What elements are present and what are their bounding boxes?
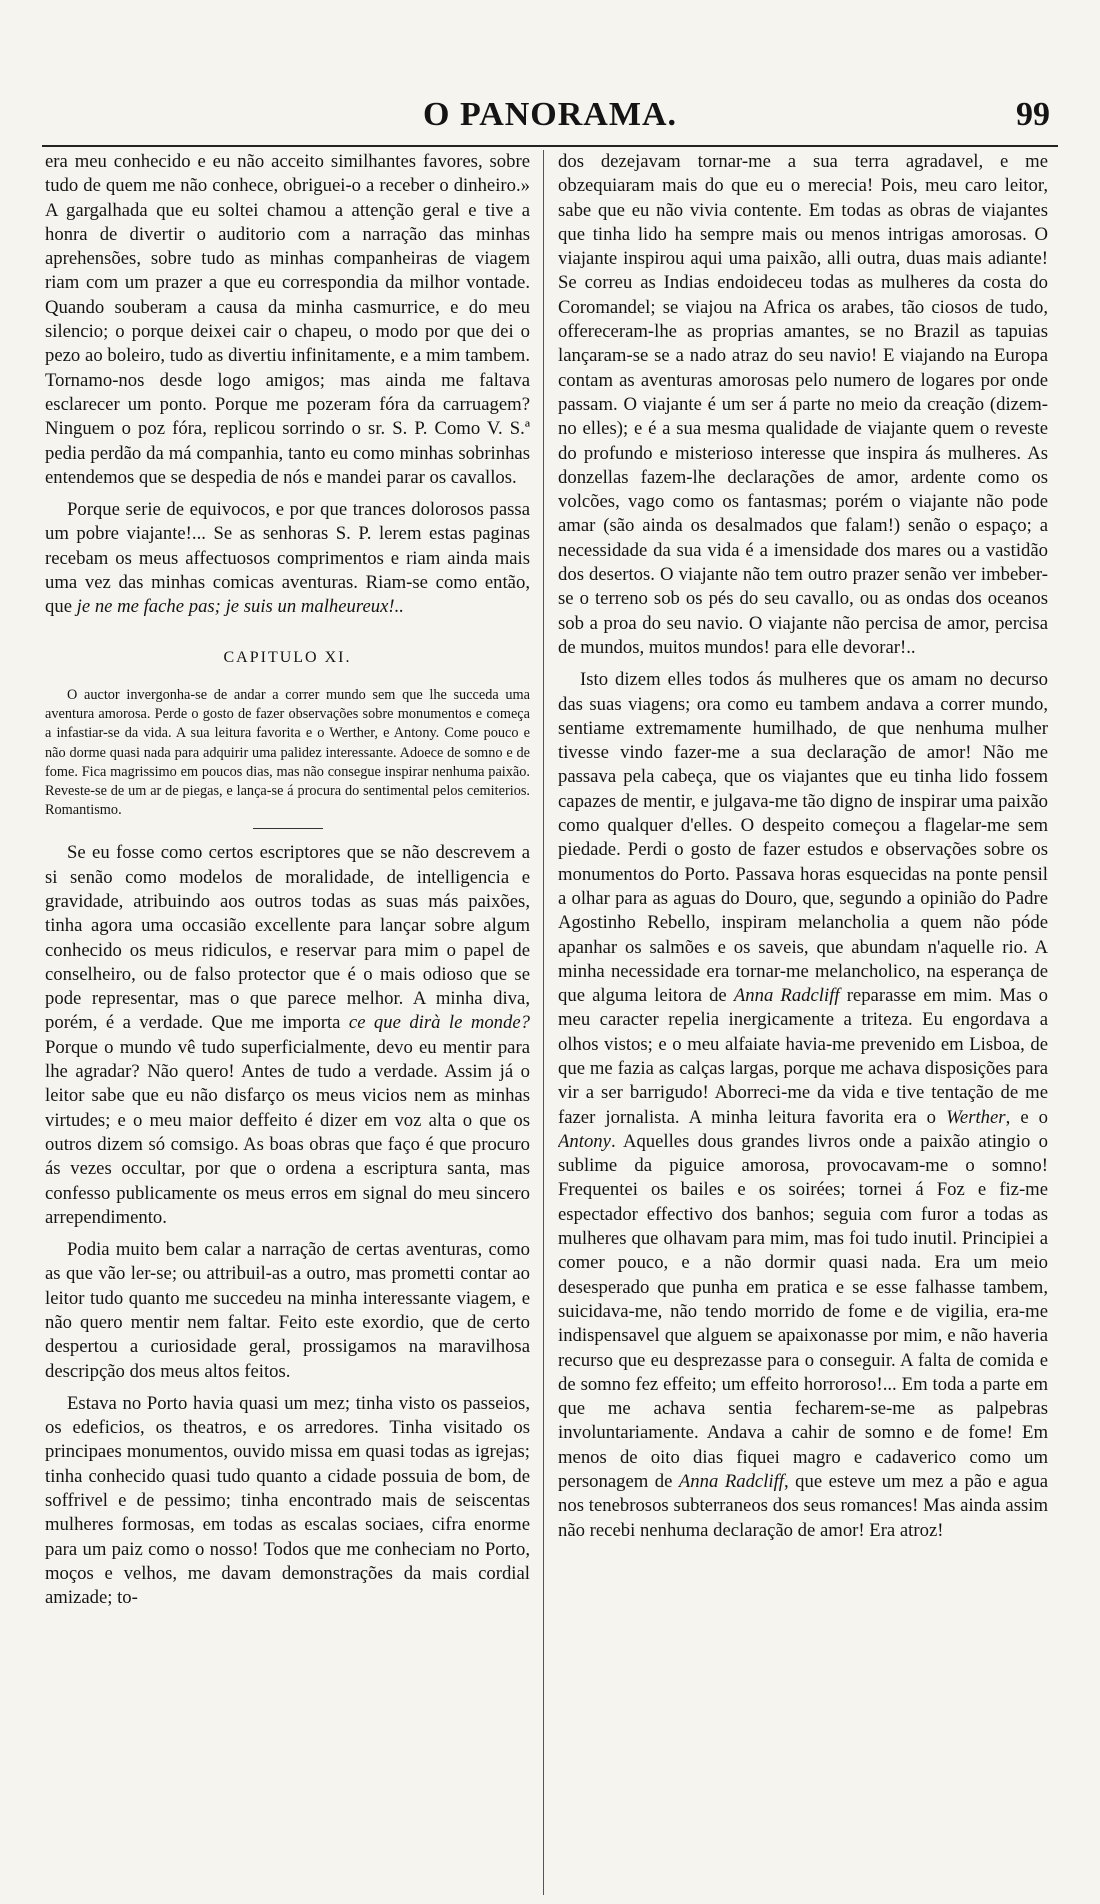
italic-text: Werther [946,1106,1006,1128]
italic-text: je ne me fache pas; je suis un malheureux!.. [76,596,404,618]
paragraph: Estava no Porto havia quasi um mez; tinha visto os passeios, os edeficios, os theatros, e os arredores. Tinha visitado os principaes monumentos, ouvido missa em quasi todas as igrejas; tinha conhecido quasi tudo quanto a cidade possuia de bom, de soffrivel e de pessimo; tinha encontrado mais de seiscentas mulheres formosas, em todas as escalas sociaes, cifra enorme para um paiz como o nosso! Todos que me conheciam no Porto, moços e velhos, me davam demonstrações da mais cordial amizade; to- [45,1392,530,1609]
paragraph [45,498,530,619]
text-run: Porque serie de equivocos, e por que trances dolorosos passa um pobre viajante!... Se as senhoras S. P. lerem estas paginas recebam os meus affectuosos comprimentos e riam ainda mais uma vez das minhas comicas aventuras. Riam-se como então, que [45,499,530,618]
chapter-summary: O auctor invergonha-se de andar a correr mundo sem que lhe succeda uma aventura amorosa. Perde o gosto de fazer observações sobre monumentos e começa a infastiar-se da vida. A sua leitura favorita e o Werther, e Antony. Come pouco e não dorme quasi nada para adquirir uma palidez interessante. Adoece de somno e de fome. Fica magrissimo em poucos dias, mas não consegue inspirar nenhuma paixão. Reveste-se de um ar de piegas, e lança-se á procura do sentimental pelos cemiterios. Romantismo. [45,686,530,819]
page-header [40,96,1060,136]
text-run: reparasse em mim. Mas o meu caracter repelia inergicamente a triteza. Eu engordava a olhos vistos; e o meu alfaiate havia-me prevenido em Lisboa, de que me fazia as calças largas, porque me achava disposições para vir a ser barrigudo! Aborreci-me da vida e tive tentação de me fazer jornalista. A minha leitura favorita era o [558,985,1048,1128]
italic-text: ce que dirà le monde? [348,1012,530,1034]
summary-divider [253,828,323,829]
header-rule [42,145,1058,147]
column-separator [543,150,544,1895]
text-run: . Aquelles dous grandes livros onde a paixão atingio o sublime da piguice amorosa, provocavam-me o somno! Frequentei os bailes e os soirées; tornei á Foz e fiz-me espectador effectivo dos banhos; seguia com furor a todas as mulheres que olhavam para mim, mas foi tudo inutil. Principiei a comer pouco, e a não dormir quasi nada. Era um meio desesperado que punha em pratica e se esse falhasse tambem, suicidava-me, não tendo morrido de fome e de vigilia, era-me indispensavel que alguem se apaixonasse por mim, e não haveria recurso que eu desprezasse para o conseguir. A falta de comida e de somno fez effeito; um effeito horroroso!... Em toda a parte em que me achava sentia fecharem-se-me as palpebras involuntariamente. Andava a cahir de somno e de fome! Em menos de oito dias fiquei magro e cadaverico como um personagem de [558,1130,1048,1493]
text-run: Porque o mundo vê tudo superficialmente, devo eu mentir para lhe agradar? Não quero! Antes de tudo a verdade. Assim já o leitor sabe que eu não disfarço os meus vicios nem as minhas virtudes; e o meu maior deffeito é dizer em voz alta o que os outros dizem só comsigo. As boas obras que faço é que procuro ás vezes occultar, por que o ordena a escriptura santa, mas confesso publicamente os meus erros em signal do meu sincero arrependimento. [45,1036,530,1228]
paragraph: era meu conhecido e eu não acceito similhantes favores, sobre tudo de quem me não conhece, obriguei-o a receber o dinheiro.» A gargalhada que eu soltei chamou a attenção geral e tive a honra de divertir o auditorio com a narração das minhas aprehensões, sobre tudo as minhas companheiras de viagem riam com um prazer a que eu correspondia da milhor vontade. Quando souberam a causa da minha casmurrice, e do meu silencio; o porque deixei cair o chapeu, o modo por que dei o pezo ao boleiro, tudo as divertiu infinitamente, e a mim tambem. Tornamo-nos desde logo amigos; mas ainda me faltava esclarecer um ponto. Porque me pozeram fóra da carruagem? Ninguem o poz fóra, replicou sorrindo o sr. S. P. Como V. S.ª pedia perdão da má companhia, tanto eu como minhas sobrinhas entendemos que se despedia de nós e mandei parar os cavallos. [45,151,530,488]
italic-text: Anna Radcliff [733,985,840,1007]
chapter-heading: CAPITULO XI. [223,648,352,666]
text-run: Se eu fosse como certos escriptores que se não descrevem a si senão como modelos de moralidade, de intelligencia e gravidade, atribuindo aos outros todas as suas más paixões, tinha agora uma occasião excellente para lançar sobre algum conhecido os meus ridiculos, e reservar para mim o papel de conselheiro, ou de falso protector que é o mais odioso que se pode representar, mas o que parece melhor. A minha diva, porém, é a verdade. Que me importa [45,842,530,1034]
italic-text: Anna Radcliff [678,1471,784,1493]
left-column [45,150,530,1895]
paragraph: Podia muito bem calar a narração de certas aventuras, como as que vão ler-se; ou attribuil-as a outro, mas prometti contar ao leitor tudo quanto me succedeu na minha interessante viagem, e não quero mentir nem faltar. Feito este exordio, que de certo despertou a curiosidade geral, prossigamos na maravilhosa descripção dos meus altos feitos. [45,1239,530,1382]
text-run: , e o [1005,1106,1048,1128]
page-number: 99 [1016,96,1050,133]
paragraph [45,841,530,1230]
text-run: , que esteve um mez a pão e agua nos tenebrosos subterraneos dos seus romances! Mas ainda assim não recebi nenhuma declaração de amor! Era atroz! [558,1471,1048,1541]
paragraph: dos dezejavam tornar-me a sua terra agradavel, e me obzequiaram mais do que eu o merecia! Pois, meu caro leitor, sabe que eu não vivia contente. Em todas as obras de viajantes que tinha lido ha sempre mais ou menos intrigas amorosas. O viajante inspirou aqui uma paixão, alli outra, duas mais adiante! Se correu as Indias endoideceu todas as mulheres da costa do Coromandel; se viajou na Africa os arabes, tão ciosos de tudo, offereceram-lhe as proprias amantes, se no Brazil as tapuias lançaram-se se a nado atraz do seu navio! E viajando na Europa contam as aventuras amorosas pelo numero de logares por onde passam. O viajante é um ser á parte no meio da creação (dizem-no elles); e é a sua mesma qualidade de viajante quem o reveste do profundo e misterioso interesse que inspira ás mulheres. As donzellas fazem-lhe declarações de amor, ardente como os volcões, vago como os fantasmas; porém o viajante não pode amar (são ainda os desalmados que falam!) senão o espaço; a necessidade da sua vida é a imensidade dos mares ou a vastidão dos desertos. O viajante não tem outro prazer senão ver imbeber-se o terreno sob os pés do seu cavallo, ou as ondas dos oceanos sob a proa do seu navio. O viajante não percisa de amor, percisa de mundos, muitos mundos! para elle devorar!.. [558,151,1048,658]
paragraph [558,668,1048,1543]
right-column [558,150,1048,1895]
masthead-title: O PANORAMA. [423,96,677,133]
text-run: Isto dizem elles todos ás mulheres que os amam no decurso das suas viagens; ora como eu tambem andava a correr mundo, sentiame extremamente humilhado, de que nenhuma mulher tivesse vindo fazer-me a sua declaração de amor! Não me passava pela cabeça, que os viajantes que eu tinha lido fossem capazes de mentir, e julgava-me tão digno de inspirar uma paixão como qualquer d'elles. O despeito começou a flagelar-me sem piedade. Perdi o gosto de fazer estudos e observações sobre os monumentos do Porto. Passava horas esquecidas na ponte pensil a olhar para as aguas do Douro, que, segundo a opinião do Padre Agostinho Rebello, inspiram melancholia a quem não póde apanhar os salmões e os saveis, que abundam n'aquelle rio. A minha necessidade era tornar-me melancholico, na esperança de que alguma leitora de [558,669,1048,1007]
italic-text: Antony [558,1130,611,1152]
